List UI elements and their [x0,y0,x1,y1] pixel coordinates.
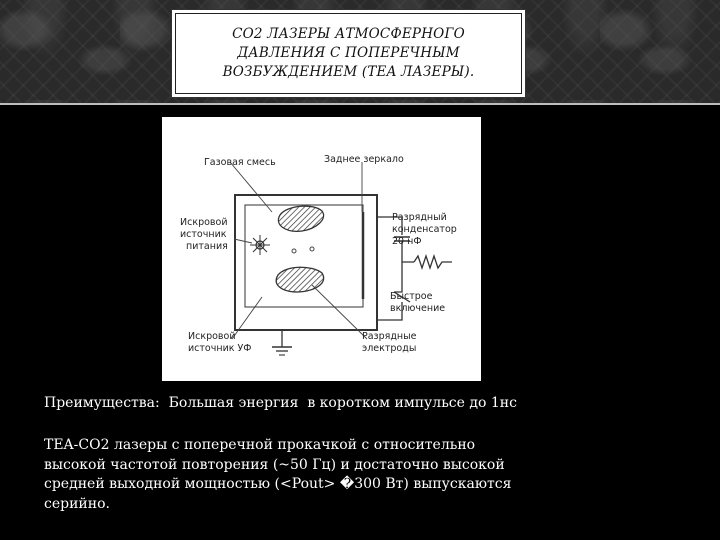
label-uv-source: источник УФ [188,343,252,354]
upper-electrode [278,206,323,231]
label-spark-source: питания [186,241,228,252]
description-paragraph: TEA-CO2 лазеры с поперечной прокачкой с относительно высокой частотой повторения (~50 Гц) и достаточно высокой средней выходной мощностью (<Pout> �300 Вт) выпускаются серийно. [44,437,512,512]
lower-electrode [276,267,323,292]
slide-title: CO2 ЛАЗЕРЫ АТМОСФЕРНОГО ДАВЛЕНИЯ С ПОПЕРЕЧНЫМ ВОЗБУЖДЕНИЕМ (TEA ЛАЗЕРЫ). [222,26,475,80]
label-capacitor: конденсатор [392,224,457,235]
label-electrodes: электроды [362,343,417,354]
label-fast-switch: Быстрое [390,291,433,302]
header-divider [0,103,720,105]
spark-icon [250,235,270,255]
leader-line [232,297,262,339]
label-capacitor: Разрядный [392,212,447,223]
label-spark-source: источник [180,229,227,240]
label-gas-mix: Газовая смесь [204,157,276,168]
dot-icon [310,247,314,251]
label-spark-source: Искровой [180,217,228,228]
label-fast-switch: включение [390,303,446,314]
label-uv-source: Искровой [188,331,236,342]
dot-icon [292,249,296,253]
tea-laser-diagram [162,117,481,381]
label-capacitor: 20 нФ [392,236,422,247]
circuit-wire [394,262,402,292]
resistor-icon [414,256,452,268]
leader-line [234,239,252,243]
label-rear-mirror: Заднее зеркало [324,154,404,165]
title-box [175,13,522,94]
tea-laser-schematic [162,117,481,381]
advantages-text: Преимущества: Большая энергия в коротком импульсе до 1нс [44,395,517,411]
label-electrodes: Разрядные [362,331,417,342]
